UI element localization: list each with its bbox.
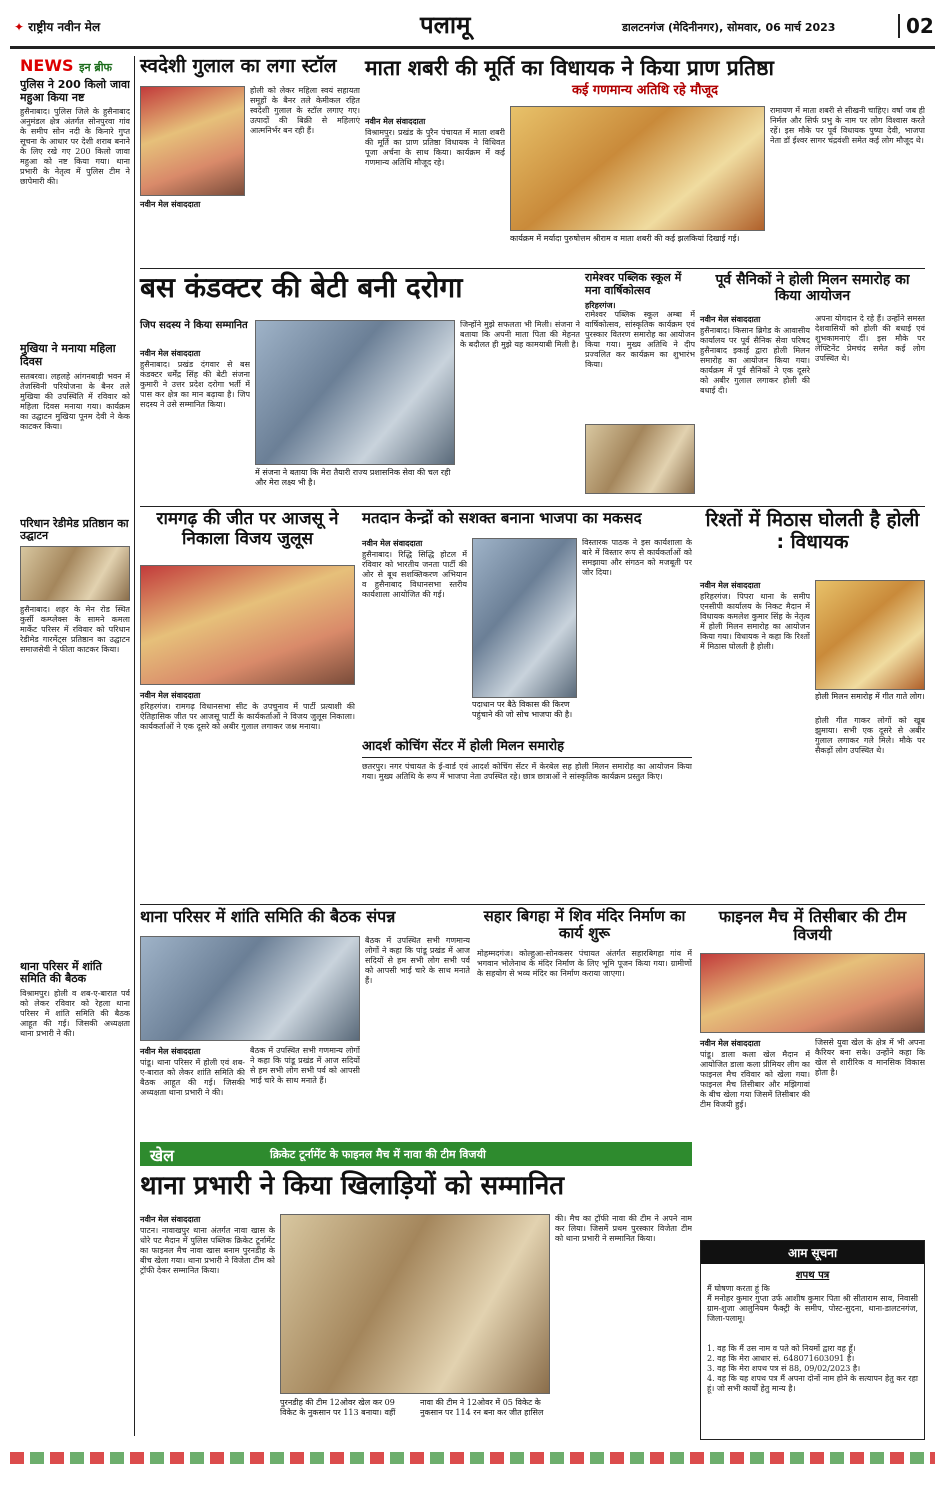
sports-banner: [140, 1142, 692, 1166]
ramgarh-body: हरिहरगंज। रामगढ़ विधानसभा सीट के उपचुनाव में पार्टी प्रत्याशी की ऐतिहासिक जीत पर आजसू पार्टी के कार्यकर्ताओं ने विजय जुलूस निकाला। कार्यकर्ताओं ने एक दूसरे को अबीर गुलाल लगाकर जश्न मनाया।: [140, 702, 355, 731]
bjp-headline: मतदान केन्द्रों को सशक्त बनाना भाजपा का मकसद: [362, 509, 642, 527]
coaching-headline: आदर्श कोचिंग सेंटर में होली मिलन समारोह: [362, 740, 692, 758]
daroga-body: हुसैनाबाद। प्रखंड दंगवार से बस कंडक्टर धर्मेंद्र सिंह की बेटी संजना कुमारी ने उत्तर प्रदेश दरोगा भर्ती में पास कर क्षेत्र का मान बढ़ाया है। जिप सदस्य ने उसे सम्मानित किया।: [140, 360, 250, 409]
story-thana: [140, 908, 470, 1138]
masthead: [0, 0, 945, 50]
shabri-body-2: रामायण में माता शबरी से सीखनी चाहिए। वर्षा जब ही निर्मल और सिर्फ प्रभु के नाम पर लोग विश्वास करते रहें। इस मौके पर पूर्व विधायक पुष्पा देवी, भाजपा नेता डॉ ईश्वर सागर चंद्रवंशी समेत कई लोग मौजूद थे।: [770, 106, 925, 145]
story-gulal: [140, 56, 360, 266]
notice-body: मैं मनोहर कुमार गुप्ता उर्फ आशीष कुमार पिता श्री सीताराम साव, निवासी ग्राम-शुजा आलुनियम फैक्ट्री के समीप, पोस्ट-सुदना, थाना-डालटनगंज, जिला-पलामू।: [707, 1294, 918, 1323]
gulal-headline: स्वदेशी गुलाल का लगा स्टॉल: [140, 55, 337, 77]
bjp-byline: नवीन मेल संवाददाता: [362, 538, 423, 548]
shabri-photo: [510, 106, 765, 231]
news-brief-column: [20, 56, 130, 1436]
notice-subtitle: शपथ पत्र: [795, 1270, 830, 1281]
notice-box: [700, 1240, 925, 1440]
brief-4-body: विश्रामपुर। होली व शब-ए-बारात पर्व को लेकर रविवार को रेहला थाना परिसर में शांति समिति की बैठक आहूत की गई। जिसकी अध्यक्षता थाना प्रभारी ने की।: [20, 989, 130, 1039]
gulal-caption: नवीन मेल संवाददाता: [140, 199, 201, 209]
daroga-body-2: जिन्होंने मुझे सफलता भी मिली। संजना ने बताया कि अपनी माता पिता की मेहनत के बदौलत ही मुझे यह कामयाबी मिली है।: [460, 320, 580, 349]
sports-kicker: क्रिकेट टूर्नामेंट के फाइनल मैच में नावा की टीम विजयी: [270, 1148, 486, 1161]
ramgarh-headline: रामगढ़ की जीत पर आजसू ने निकाला विजय जुलूस: [156, 509, 339, 549]
daroga-byline: नवीन मेल संवाददाता: [140, 348, 201, 358]
shabri-photo-caption: कार्यक्रम में मर्यादा पुरुषोत्तम श्रीराम व माता शबरी की कई झलकियां दिखाई गई।: [510, 234, 740, 243]
story-school: [585, 272, 695, 502]
thana-headline: थाना परिसर में शांति समिति की बैठक संपन्न: [140, 907, 396, 926]
sports-byline: नवीन मेल संवाददाता: [140, 1214, 201, 1224]
school-body: रामेश्वर पब्लिक स्कूल अम्बा में वार्षिकोत्सव, सांस्कृतिक कार्यक्रम एवं पुरस्कार वितरण समारोह का आयोजन किया गया। मुख्य अतिथि ने दीप प्रज्वलित कर कार्यक्रम का शुभारंभ किया।: [585, 310, 695, 370]
shabri-subhead: कई गणमान्य अतिथि रहे मौजूद: [572, 83, 718, 99]
left-column-divider: [134, 56, 135, 1436]
story-daroga: [140, 272, 580, 502]
row3-rule: [140, 904, 925, 905]
school-byline: हरिहरगंज।: [585, 300, 616, 311]
thana-body-3: बैठक में उपस्थित सभी गणमान्य लोगों ने कहा कि पांडू प्रखंड में आज सदियों से हम सभी लोग सभी पर्व को आपसी भाई चारे के साथ मनाते हैं।: [365, 936, 470, 985]
shiv-headline: सहार बिगहा में शिव मंदिर निर्माण का कार्य शुरू: [483, 907, 686, 943]
veterans-body: हुसैनाबाद। किसान ब्रिगेड के आवासीय कार्यालय पर पूर्व सैनिक सेवा परिषद हुसैनाबाद इकाई द्वारा होली मिलन समारोह का आयोजन किया गया। कार्यक्रम में पूर्व सैनिकों ने एक दूसरे को अबीर गुलाल लगाकर होली की बधाई दी।: [700, 326, 810, 395]
coaching-body: छतरपुर। नगर पंचायत के ई-वार्ड एवं आदर्श कोचिंग सेंटर में केरबेल सह होली मिलन समारोह का आयोजन किया गया। मुख्य अतिथि के रूप में भाजपा नेता उपस्थित रहे। छात्र छात्राओं ने सांस्कृतिक कार्यक्रम प्रस्तुत किए।: [362, 761, 692, 781]
masthead-rule: [10, 46, 935, 49]
story-shiv: [477, 908, 692, 1138]
notice-title: आम सूचना: [701, 1241, 924, 1264]
brief-2-head: मुखिया ने मनाया महिला दिवस: [20, 342, 116, 368]
shabri-headline: माता शबरी की मूर्ति का विधायक ने किया प्राण प्रतिष्ठा: [365, 56, 774, 80]
shabri-body: विश्रामपुर। प्रखंड के पुरैन पंचायत में माता शबरी की मूर्ति का प्राण प्रतिष्ठा विधायक ने विधिवत पूजा अर्चना के साथ किया। कार्यक्रम में कई गणमान्य अतिथि मौजूद रहे।: [365, 128, 505, 167]
story-bjp: [362, 510, 692, 735]
thana-body: पांडू। थाना परिसर में होली एवं शब-ए-बारात को लेकर शांति समिति की बैठक आहूत की गई। जिसकी अध्यक्षता थाना प्रभारी ने की।: [140, 1058, 245, 1097]
final-body: पांडू। डाला कला खेल मैदान में आयोजित डाला कला प्रीमियर लीग का फाइनल मैच रविवार को खेला गया। फाइनल मैच तिसीबार और मझिगावां के बीच खेला गया जिसमें तिसीबार की टीम विजयी हुई।: [700, 1050, 810, 1109]
daroga-headline: बस कंडक्टर की बेटी बनी दरोगा: [140, 271, 463, 304]
story-shabri: [365, 56, 925, 266]
brief-2-body: सतबरवा। लहलहे आंगनबाड़ी भवन में तेजस्विनी परियोजना के बैनर तले मुखिया की उपस्थिति में रविवार को महिला दिवस मनाया गया। कार्यक्रम का उद्घाटन मुखिया पूनम देवी ने केक काटकर किया।: [20, 371, 130, 431]
brief-3-body: हुसैनाबाद। शहर के मेन रोड स्थित कुर्सी कम्प्लेक्स के सामने कमला मार्केट परिसर में रविवार को परिधान रेडीमेड गारमेंट्स प्रतिष्ठान का उद्घाटन समाजसेवी ने फीता काटकर किया।: [20, 604, 130, 654]
final-byline: नवीन मेल संवाददाता: [700, 1038, 761, 1048]
veterans-byline: नवीन मेल संवाददाता: [700, 314, 761, 324]
veterans-body-2: अपना योगदान दे रहे हैं। उन्होंने समस्त देशवासियों को होली की बधाई एवं शुभकामनाएं दीं। इस मौके पर लेफ्टिनेंट प्रेमचंद समेत कई लोग उपस्थित थे।: [815, 314, 925, 363]
row1-rule: [140, 268, 925, 269]
brief-1-body: हुसैनाबाद। पुलिस जिले के हुसैनाबाद अनुमंडल क्षेत्र अंतर्गत सोनपुरवा गांव के समीप सोन नदी के किनारे गुप्त सूचना के आधार पर देशी शराब बनाने के लिए रखे गए 200 किलो जावा महुआ को नष्ट किया गया। थाना प्रभारी के नेतृत्व में पुलिस टीम ने छापेमारी की।: [20, 107, 130, 187]
section-title: पलामू: [420, 11, 471, 39]
gulal-body: होली को लेकर महिला स्वयं सहायता समूहों के बैनर तले केमीकल रहित स्वदेशी गुलाल के स्टॉल लगाए गए। उत्पादों की बिक्री से महिलाएं आत्मनिर्भर बन रही हैं।: [250, 86, 360, 135]
story-final: [700, 908, 925, 1238]
footer-strip: [10, 1452, 935, 1464]
bjp-photo-caption: पदाधान पर बैठे विकास की किरण पहुंचाने की जो सोच भाजपा की है।: [472, 700, 573, 719]
final-headline: फाइनल मैच में तिसीबार की टीम विजयी: [718, 907, 907, 945]
thana-byline: नवीन मेल संवाददाता: [140, 1046, 201, 1056]
bird-icon: ✦: [14, 20, 25, 34]
brief-4-head: थाना परिसर में शांति समिति की बैठक: [20, 959, 102, 986]
sports-headline: थाना प्रभारी ने किया खिलाड़ियों को सम्मानित: [140, 1171, 565, 1201]
rishton-body-2: होली गीत गाकर लोगों को खूब झुमाया। सभी एक दूसरे से अबीर गुलाल लगाकर गले मिले। मौके पर सैकड़ों लोग उपस्थित थे।: [815, 716, 925, 755]
story-rishton: [700, 510, 925, 900]
story-ramgarh: [140, 510, 355, 900]
notice-item-2: 2. वह कि मेरा आधार सं. 648071603091 है।: [707, 1354, 855, 1363]
final-body-2: जिससे युवा खेल के क्षेत्र में भी अपना कैरियर बना सके। उन्होंने कहा कि खेल से शारीरिक व मानसिक विकास होता है।: [815, 1038, 925, 1077]
daroga-photo: [255, 320, 455, 465]
rishton-body: हरिहरगंज। पिपरा थाना के समीप एनसीपी कार्यालय के निकट मैदान में विधायक कमलेश कुमार सिंह के नेतृत्व में होली मिलन समारोह का आयोजन किया गया। विधायक ने कहा कि रिश्तों में मिठास घोलती है होली।: [700, 592, 810, 651]
page-number: 02: [898, 14, 934, 38]
thana-photo: [140, 936, 360, 1041]
brand-name: राष्ट्रीय नवीन मेल: [28, 20, 101, 34]
story-sports: [140, 1172, 692, 1442]
notice-item-1: 1. वह कि मैं उस नाम व पते को नियमों द्वारा वह हूँ।: [707, 1344, 856, 1353]
brand-logo: [14, 18, 100, 35]
notice-item-3: 3. वह कि मेरा शपथ पत्र सं 88, 09/02/2023 है।: [707, 1364, 861, 1373]
bjp-body: हुसैनाबाद। रिद्धि सिद्धि होटल में रविवार को भारतीय जनता पार्टी की ओर से बूथ सशक्तिकरण अभियान व हुसैनाबाद विधानसभा स्तरीय कार्यशाला आयोजित की गई।: [362, 550, 467, 599]
dateline: डालटनगंज (मेदिनीनगर), सोमवार, 06 मार्च 2023: [622, 21, 836, 34]
sports-body-2: की। मैच का ट्रॉफी नावा की टीम ने अपने नाम कर लिया। जिसमें प्रथम पुरस्कार विजेता टीम को थाना प्रभारी ने सम्मानित किया।: [555, 1214, 692, 1243]
ramgarh-photo: [140, 565, 355, 685]
daroga-sub: जिप सदस्य ने किया सम्मानित: [140, 320, 248, 331]
veterans-headline: पूर्व सैनिकों ने होली मिलन समारोह का किया आयोजन: [715, 272, 910, 305]
rishton-photo-caption: होली मिलन समारोह में गीत गाते लोग।: [815, 692, 925, 701]
sports-label: खेल: [150, 1146, 174, 1165]
news-tag2: इन ब्रीफ: [79, 61, 113, 74]
row2-rule: [140, 506, 925, 507]
sports-body: पाटन। नावाखपुर थाना अंतर्गत नावा खास के धोरे पट मैदान में पुलिस पब्लिक क्रिकेट टूर्नामेंट का फाइनल मैच नावा खास बनाम पुरनडीह के बीच खेला गया। थाना प्रभारी ने विजेता टीम को ट्रॉफी देकर सम्मानित किया।: [140, 1226, 275, 1275]
brief-3-head: परिधान रेडीमेड प्रतिष्ठान का उद्घाटन: [20, 516, 129, 543]
thana-body-2: बैठक में उपस्थित सभी गणमान्य लोगों ने कहा कि पांडू प्रखंड में आज सदियों से हम सभी लोग सभी पर्व को आपसी भाई चारे के साथ मनाते हैं।: [250, 1046, 360, 1085]
sports-photo: [280, 1214, 550, 1394]
notice-item-4: 4. वह कि यह शपथ पत्र मैं अपना दोनों नाम होने के सत्यापन हेतु कर रहा हूं। जो सभी कार्यों हेतु मान्य है।: [707, 1374, 918, 1393]
rishton-photo: [815, 580, 925, 690]
school-photo: [585, 424, 695, 494]
final-photo: [700, 953, 925, 1033]
daroga-photo-caption: में संजना ने बताया कि मेरा तैयारी राज्य प्रशासनिक सेवा की चल रही और मेरा लक्ष्य भी है।: [255, 468, 451, 487]
news-tag: NEWS: [20, 56, 74, 75]
school-headline: रामेश्वर पब्लिक स्कूल में मना वार्षिकोत्सव: [585, 271, 682, 297]
shabri-byline: नवीन मेल संवाददाता: [365, 116, 426, 126]
shiv-body: मोहम्मदगंज। कोल्हुआ-सोनकसर पंचायत अंतर्गत सहारबिगहा गांव में भगवान भोलेनाथ के मंदिर निर्माण के लिए भूमि पूजन किया गया। ग्रामीणों के सहयोग से भव्य मंदिर का निर्माण कराया जाएगा।: [477, 948, 692, 978]
rishton-byline: नवीन मेल संवाददाता: [700, 580, 761, 590]
news-brief-header: [20, 56, 130, 75]
sports-photo-caption-1: पुरनडीह की टीम 12ओवर खेल कर 09 विकेट के नुकसान पर 113 बनाया। वहीं: [280, 1398, 396, 1417]
gulal-photo: [140, 86, 245, 196]
brief-3-photo: [20, 546, 130, 601]
bjp-photo: [472, 538, 577, 698]
brief-1-head: पुलिस ने 200 किलो जावा महुआ किया नष्ट: [20, 78, 130, 104]
notice-line1: मैं घोषणा करता हूं कि: [707, 1284, 770, 1293]
story-veterans: [700, 272, 925, 502]
sports-photo-caption-2: नावा की टीम ने 12ओवर में 05 विकेट के नुकसान पर 114 रन बना कर जीत हासिल: [420, 1398, 544, 1417]
bjp-body-2: विस्तारक पाठक ने इस कार्यशाला के बारे में विस्तार रूप से कार्यकर्ताओं को समझाया और संगठन को मजबूती पर जोर दिया।: [582, 538, 692, 577]
rishton-headline: रिश्तों में मिठास घोलती है होली : विधायक: [705, 509, 920, 553]
story-coaching: [362, 740, 692, 900]
ramgarh-byline: नवीन मेल संवाददाता: [140, 690, 201, 700]
